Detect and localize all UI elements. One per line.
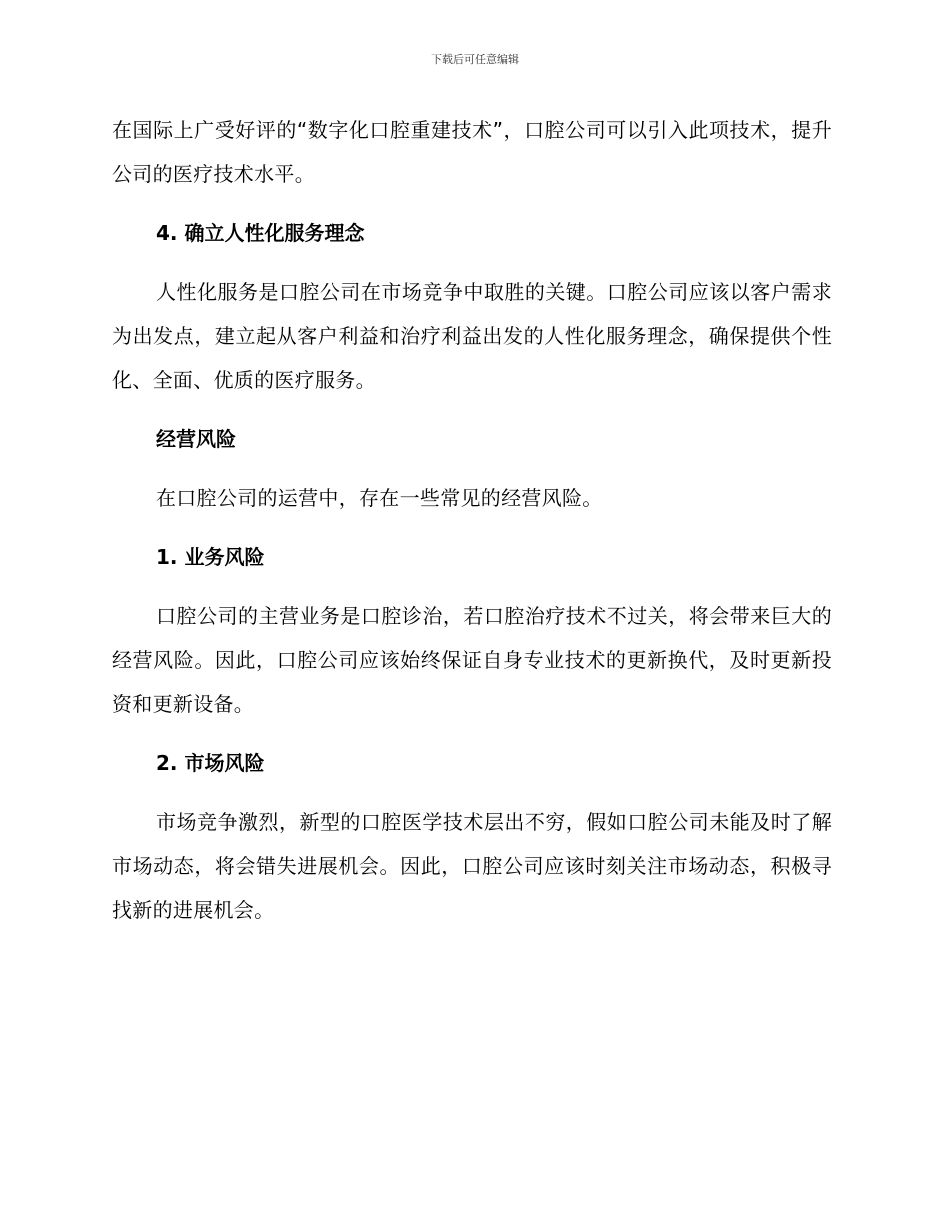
page-header: 下载后可任意编辑 xyxy=(431,53,519,66)
spacer xyxy=(112,402,832,417)
spacer xyxy=(112,579,832,594)
paragraph-operating-risk-intro: 在口腔公司的运营中，存在一些常见的经营风险。 xyxy=(156,486,603,510)
heading-operating-risk: 经营风险 xyxy=(156,427,236,451)
document-body xyxy=(112,108,832,932)
heading-market-risk: 2. 市场风险 xyxy=(156,751,265,775)
paragraph-digital-tech: 在国际上广受好评的“数字化口腔重建技术”，口腔公司可以引入此项技术，提升公司的医疗技术水平。 xyxy=(112,118,832,186)
spacer xyxy=(112,785,832,800)
heading-business-risk: 1. 业务风险 xyxy=(156,545,265,569)
spacer xyxy=(112,255,832,270)
paragraph-humanized-service: 人性化服务是口腔公司在市场竞争中取胜的关键。口腔公司应该以客户需求为出发点，建立起从客户利益和治疗利益出发的人性化服务理念，确保提供个性化、全面、优质的医疗服务。 xyxy=(112,280,832,392)
heading-humanized-service: 4. 确立人性化服务理念 xyxy=(156,221,365,245)
spacer xyxy=(112,726,832,741)
spacer xyxy=(112,520,832,535)
paragraph-market-risk: 市场竞争激烈，新型的口腔医学技术层出不穷，假如口腔公司未能及时了解市场动态，将会错失进展机会。因此，口腔公司应该时刻关注市场动态，积极寻找新的进展机会。 xyxy=(112,810,832,922)
paragraph-business-risk: 口腔公司的主营业务是口腔诊治，若口腔治疗技术不过关，将会带来巨大的经营风险。因此，口腔公司应该始终保证自身专业技术的更新换代，及时更新投资和更新设备。 xyxy=(112,604,832,716)
spacer xyxy=(112,461,832,476)
spacer xyxy=(112,196,832,211)
